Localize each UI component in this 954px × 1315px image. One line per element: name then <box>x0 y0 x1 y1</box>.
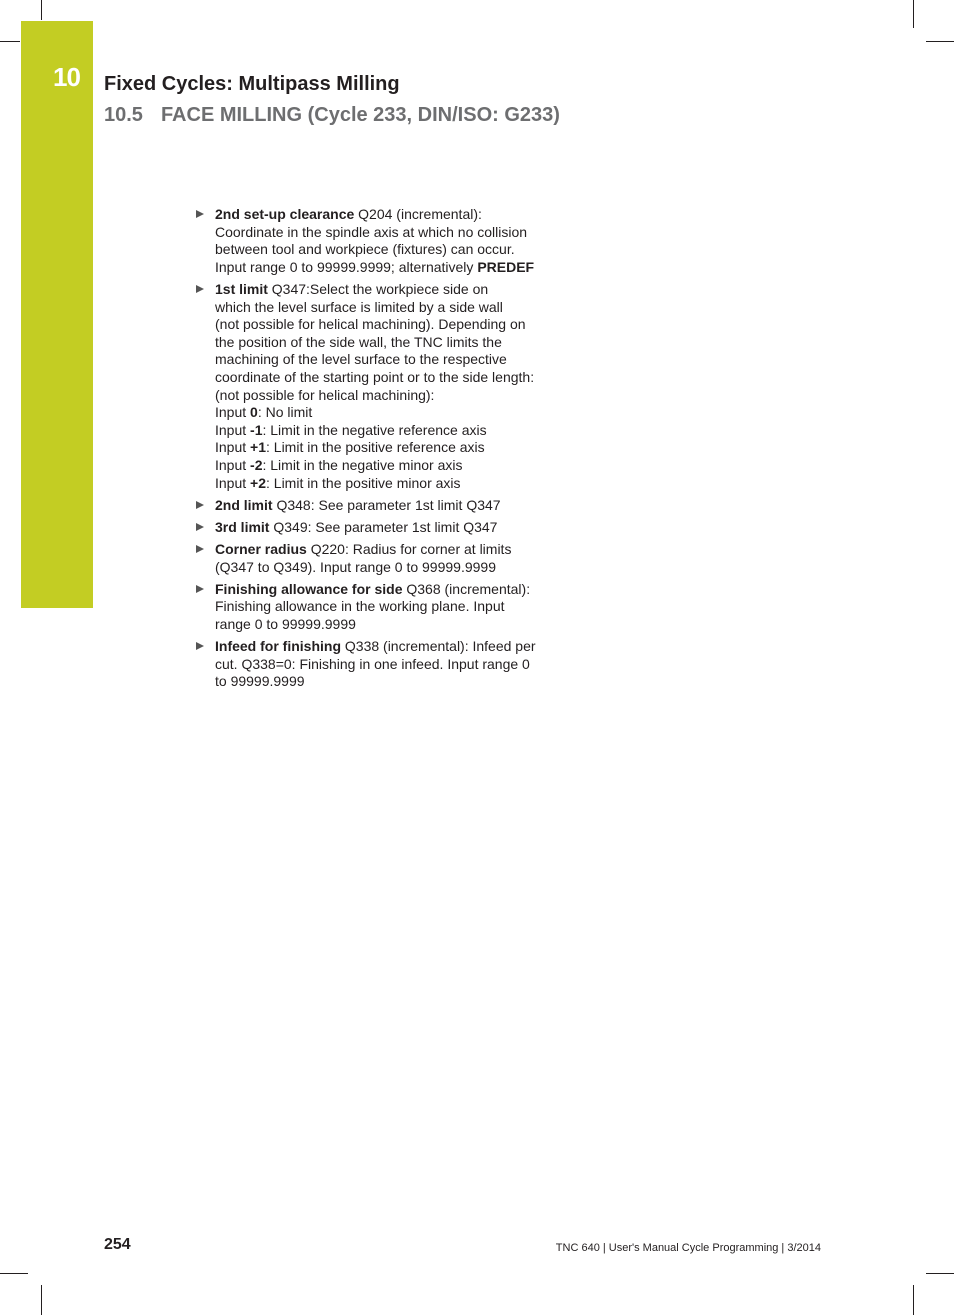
text-run: (not possible for helical machining). Depending on <box>215 316 526 333</box>
text-run: between tool and workpiece (fixtures) can occur. <box>215 241 515 258</box>
text-run: the position of the side wall, the TNC limits the <box>215 333 502 350</box>
crop-mark <box>913 1285 914 1315</box>
text-run: Coordinate in the spindle axis at which no collision <box>215 223 528 240</box>
bold-term: PREDEF <box>477 258 535 275</box>
text-line <box>215 334 576 352</box>
list-item <box>196 638 576 691</box>
bold-term: 1st limit <box>215 280 268 297</box>
bold-term: -1 <box>250 421 263 438</box>
text-run: machining of the level surface to the respective <box>215 351 507 368</box>
text-run: Q338 (incremental): Infeed per <box>341 638 536 655</box>
text-line <box>215 475 576 493</box>
bold-term: Corner radius <box>215 541 307 558</box>
chapter-tab <box>21 21 93 608</box>
triangle-bullet-icon <box>196 585 204 593</box>
text-line <box>215 497 576 515</box>
text-line <box>215 422 576 440</box>
section-number: 10.5 <box>104 104 143 126</box>
text-line <box>215 638 576 656</box>
text-line <box>215 299 576 317</box>
text-line <box>215 369 576 387</box>
text-line <box>215 541 576 559</box>
list-item <box>196 497 576 515</box>
crop-mark <box>0 41 20 42</box>
text-run: : Limit in the negative reference axis <box>262 421 487 438</box>
chapter-title: Fixed Cycles: Multipass Milling <box>104 73 400 95</box>
text-run: which the level surface is limited by a side wall <box>215 298 503 315</box>
bold-term: Finishing allowance for side <box>215 580 403 597</box>
triangle-bullet-icon <box>196 545 204 553</box>
chapter-number: 10 <box>53 62 80 92</box>
text-run: coordinate of the starting point or to the side length: <box>215 368 535 385</box>
text-run: Q220: Radius for corner at limits <box>306 541 512 558</box>
text-line <box>215 559 576 577</box>
bold-term: 2nd set-up clearance <box>215 206 355 222</box>
text-line <box>215 241 576 259</box>
list-item <box>196 519 576 537</box>
text-run: : No limit <box>257 404 313 421</box>
text-run: Input <box>215 439 251 456</box>
text-run: Q368 (incremental): <box>402 580 531 597</box>
crop-mark <box>0 1273 28 1274</box>
text-line <box>215 404 576 422</box>
section-heading <box>104 104 560 127</box>
text-line <box>215 316 576 334</box>
text-run: Input <box>215 404 251 421</box>
text-line <box>215 656 576 674</box>
parameter-list <box>196 206 576 696</box>
text-run: Q349: See parameter 1st limit Q347 <box>269 518 498 535</box>
text-run: cut. Q338=0: Finishing in one infeed. Input range 0 <box>215 655 530 672</box>
text-run: Input range 0 to 99999.9999; alternatively <box>215 258 478 275</box>
section-title: FACE MILLING (Cycle 233, DIN/ISO: G233) <box>160 104 560 126</box>
crop-mark <box>41 0 42 20</box>
text-line <box>215 439 576 457</box>
list-item <box>196 281 576 492</box>
text-run: Q204 (incremental): <box>354 206 482 222</box>
text-line <box>215 387 576 405</box>
list-item <box>196 581 576 634</box>
text-run: Input <box>215 474 251 491</box>
crop-mark <box>926 41 954 42</box>
crop-mark <box>913 0 914 28</box>
footer-text: TNC 640 | User's Manual Cycle Programming | 3/2014 <box>555 1242 821 1254</box>
text-line <box>215 206 576 224</box>
text-run: : Limit in the negative minor axis <box>262 456 463 473</box>
triangle-bullet-icon <box>196 642 204 650</box>
text-run: : Limit in the positive reference axis <box>266 439 485 456</box>
triangle-bullet-icon <box>196 501 204 509</box>
text-line <box>215 351 576 369</box>
text-run: Input <box>215 421 251 438</box>
text-line <box>215 616 576 634</box>
bold-term: 3rd limit <box>215 518 270 535</box>
text-line <box>215 519 576 537</box>
text-run: Q347:Select the workpiece side on <box>267 280 489 297</box>
page-number: 254 <box>104 1236 131 1253</box>
bold-term: -2 <box>250 456 263 473</box>
text-run: (Q347 to Q349). Input range 0 to 99999.9999 <box>215 558 496 575</box>
bold-term: +1 <box>250 439 266 456</box>
text-line <box>215 457 576 475</box>
text-run: range 0 to 99999.9999 <box>215 616 356 633</box>
list-item <box>196 541 576 576</box>
text-line <box>215 259 576 277</box>
text-line <box>215 224 576 242</box>
bold-term: +2 <box>250 474 266 491</box>
text-run: (not possible for helical machining): <box>215 386 435 403</box>
bold-term: 2nd limit <box>215 496 273 513</box>
list-item <box>196 206 576 276</box>
triangle-bullet-icon <box>196 285 204 293</box>
triangle-bullet-icon <box>196 210 204 218</box>
text-run: to 99999.9999 <box>215 673 305 690</box>
text-line <box>215 281 576 299</box>
crop-mark <box>926 1273 954 1274</box>
bold-term: Infeed for finishing <box>215 638 341 655</box>
text-line <box>215 673 576 691</box>
text-line <box>215 581 576 599</box>
text-run: Finishing allowance in the working plane. Input <box>215 598 505 615</box>
bold-term: 0 <box>250 404 258 421</box>
text-line <box>215 598 576 616</box>
text-run: Q348: See parameter 1st limit Q347 <box>272 496 501 513</box>
triangle-bullet-icon <box>196 523 204 531</box>
text-run: Input <box>215 456 251 473</box>
crop-mark <box>41 1285 42 1315</box>
text-run: : Limit in the positive minor axis <box>266 474 461 491</box>
